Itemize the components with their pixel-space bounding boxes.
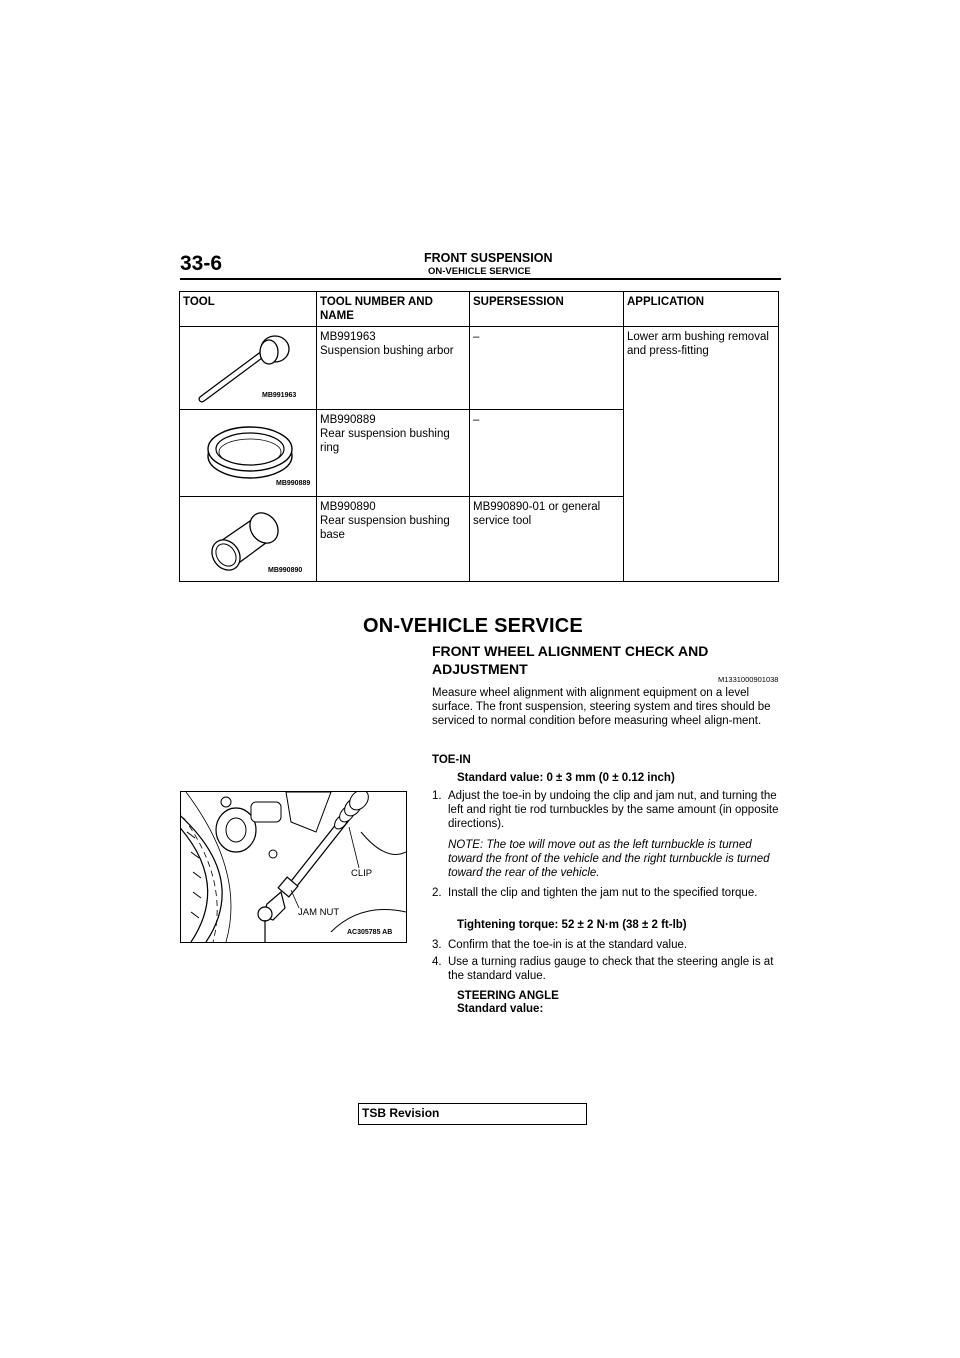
tsb-revision-label: TSB Revision <box>362 1106 440 1120</box>
tool-number-name-cell <box>317 497 470 582</box>
tool-code-label: MB990889 <box>276 480 311 487</box>
application-cell: Lower arm bushing removal and press-fitting <box>624 327 779 582</box>
supersession-cell: – <box>470 327 624 410</box>
tool-name: Rear suspension bushing base <box>320 515 450 541</box>
tie-rod-figure <box>180 791 407 943</box>
list-item <box>432 955 782 983</box>
list-item <box>432 938 782 952</box>
jam-nut-callout: JAM NUT <box>298 907 340 918</box>
steering-angle-standard: Standard value: <box>457 1003 544 1015</box>
toe-in-heading: TOE-IN <box>432 754 471 766</box>
section-title: ON-VEHICLE SERVICE <box>363 615 583 637</box>
tool-image-cell <box>180 327 317 410</box>
step-text: Use a turning radius gauge to check that the steering angle is at the standard value. <box>448 956 774 982</box>
list-item <box>432 886 782 900</box>
table-row <box>180 327 779 410</box>
tool-image-cell <box>180 497 317 582</box>
tool-code-label: MB991963 <box>262 392 297 399</box>
subsection-title: FRONT WHEEL ALIGNMENT CHECK AND ADJUSTMENT <box>432 643 709 677</box>
tool-code-label: MB990890 <box>268 567 303 574</box>
clip-callout: CLIP <box>351 868 373 879</box>
step-text: Adjust the toe-in by undoing the clip and jam nut, and turning the left and right tie rod turnbuckles by the same amount (in opposite directions). <box>448 790 779 830</box>
tool-name: Suspension bushing arbor <box>320 345 454 357</box>
toe-in-standard: Standard value: 0 ± 3 mm (0 ± 0.12 inch) <box>457 772 675 784</box>
header-rule <box>180 278 781 280</box>
col-header-application: APPLICATION <box>624 292 779 327</box>
subsection-code: M1331000901038 <box>718 675 779 684</box>
col-header-tool: TOOL <box>180 292 317 327</box>
special-tools-table <box>179 291 779 582</box>
step-number: 4. <box>432 956 442 968</box>
col-header-supersession: SUPERSESSION <box>470 292 624 327</box>
figure-code: AC305785 AB <box>347 929 393 936</box>
steering-angle-heading: STEERING ANGLE <box>457 990 559 1002</box>
tool-number-name-cell <box>317 327 470 410</box>
tool-image-cell <box>180 410 317 497</box>
step-text: Install the clip and tighten the jam nut to the specified torque. <box>448 887 758 899</box>
tool-number: MB990890 <box>320 501 376 513</box>
tie-rod-illustration <box>181 792 406 942</box>
supersession-cell: MB990890-01 or general service tool <box>470 497 624 582</box>
step-number: 1. <box>432 790 442 802</box>
intro-paragraph: Measure wheel alignment with alignment equipment on a level surface. The front suspension, steering system and tires should be serviced to normal condition before measuring wheel align-ment. <box>432 687 771 727</box>
supersession-cell: – <box>470 410 624 497</box>
torque-spec: Tightening torque: 52 ± 2 N·m (38 ± 2 ft-lb) <box>457 919 687 931</box>
tool-name: Rear suspension bushing ring <box>320 428 450 454</box>
step-number: 3. <box>432 939 442 951</box>
step-number: 2. <box>432 887 442 899</box>
header-title: FRONT SUSPENSION <box>424 251 553 265</box>
table-header-row <box>180 292 779 327</box>
tool-number-name-cell <box>317 410 470 497</box>
page-number: 33-6 <box>180 252 223 275</box>
col-header-number-name: TOOL NUMBER AND NAME <box>317 292 470 327</box>
note-text: NOTE: The toe will move out as the left turnbuckle is turned toward the front of the vehicle and the right turnbuckle is turned toward the rear of the vehicle. <box>448 839 770 879</box>
tool-number: MB990889 <box>320 414 376 426</box>
list-item <box>432 789 782 831</box>
header-subtitle: ON-VEHICLE SERVICE <box>428 266 531 277</box>
step-text: Confirm that the toe-in is at the standard value. <box>448 939 688 951</box>
tool-number: MB991963 <box>320 331 376 343</box>
